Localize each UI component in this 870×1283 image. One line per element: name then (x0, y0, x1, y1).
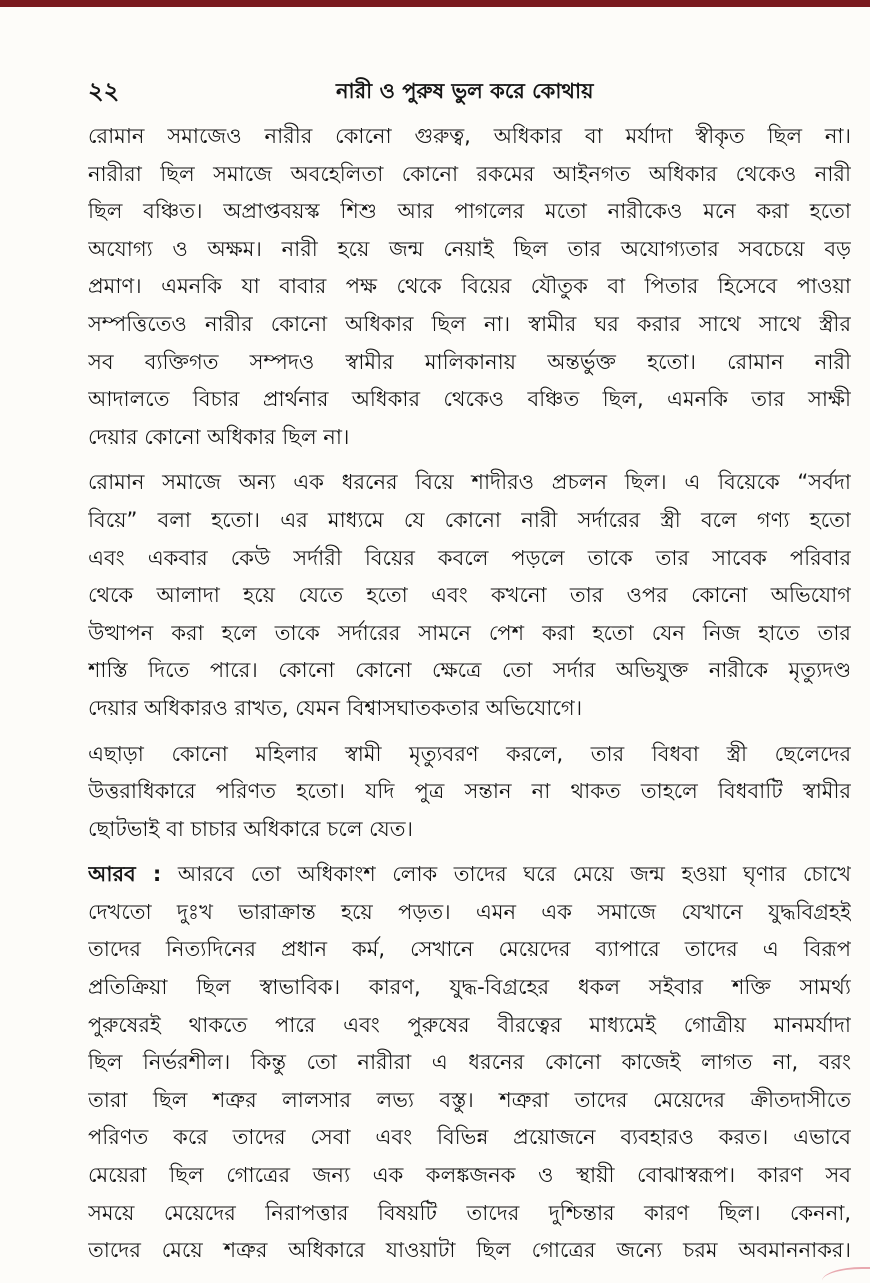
text-line: দেখতো দুঃখ ভারাক্রান্ত হয়ে পড়ত। এমন এক সমাজে যেখানে যুদ্ধবিগ্রহই (88, 899, 851, 924)
text-line: সম্পত্তিতেও নারীর কোনো অধিকার ছিল না। স্বামীর ঘর করার সাথে সাথে স্ত্রীর (88, 311, 851, 336)
text-line: ছোটভাই বা চাচার অধিকারে চলে যেত। (88, 816, 414, 841)
text-line: দেয়ার কোনো অধিকার ছিল না। (88, 424, 350, 449)
text-line: পুরুষেরই থাকতে পারে এবং পুরুষের বীরত্বের মাধ্যমেই গোত্রীয় মানমর্যাদা (88, 1012, 851, 1037)
text-line: থেকে আলাদা হয়ে যেতে হতো এবং কখনো তার ওপর কোনো অভিযোগ (88, 583, 851, 608)
text-line: সময়ে মেয়েদের নিরাপত্তার বিষয়টি তাদের দুশ্চিন্তার কারণ ছিল। কেননা, (88, 1200, 851, 1225)
section-lead-arab: আরব : (88, 862, 162, 887)
text-line: রোমান সমাজেও নারীর কোনো গুরুত্ব, অধিকার বা মর্যাদা স্বীকৃত ছিল না। (88, 124, 851, 148)
top-page-border (0, 0, 870, 7)
text-line: ছিল বঞ্চিত। অপ্রাপ্তবয়স্ক শিশু আর পাগলের মতো নারীকেও মনে করা হতো (88, 199, 851, 224)
text-line-content: আরবে তো অধিকাংশ লোক তাদের ঘরে মেয়ে জন্ম হওয়া ঘৃণার চোখে (161, 862, 851, 887)
text-line: উত্থাপন করা হলে তাকে সর্দারের সামনে পেশ করা হতো যেন নিজ হাতে তার (88, 620, 851, 645)
text-line: ছিল নির্ভরশীল। কিন্তু তো নারীরা এ ধরনের কোনো কাজেই লাগত না, বরং (88, 1050, 851, 1075)
text-line: নারীরা ছিল সমাজে অবহেলিতা কোনো রকমের আইনগত অধিকার থেকেও নারী (88, 161, 851, 186)
text-line: তাদের নিত্যদিনের প্রধান কর্ম, সেখানে মেয়েদের ব্যাপারে তাদের এ বিরূপ (88, 937, 851, 962)
page-number: ২২ (88, 77, 120, 105)
text-line: বিয়ে” বলা হতো। এর মাধ্যমে যে কোনো নারী সর্দারের স্ত্রী বলে গণ্য হতো (88, 507, 851, 532)
page-header (88, 73, 848, 107)
text-line: মেয়েরা ছিল গোত্রের জন্য এক কলঙ্কজনক ও স্থায়ী বোঝাস্বরূপ। কারণ সব (88, 1163, 851, 1188)
text-line: তাদের মেয়ে শত্রুর অধিকারে যাওয়াটা ছিল গোত্রের জন্যে চরম অবমাননাকর। (88, 1238, 851, 1263)
paragraph-arab (88, 856, 851, 1270)
running-title: নারী ও পুরুষ ভুল করে কোথায় (336, 79, 594, 103)
text-line: শাস্তি দিতে পারে। কোনো কোনো ক্ষেত্রে তো সর্দার অভিযুক্ত নারীকে মৃত্যুদণ্ড (88, 658, 851, 683)
text-line (88, 856, 851, 894)
text-line: এবং একবার কেউ সর্দারী বিয়ের কবলে পড়লে তাকে তার সাবেক পরিবার (88, 545, 851, 570)
paragraph-widow (88, 736, 851, 849)
text-line: সব ব্যক্তিগত সম্পদও স্বামীর মালিকানায় অন্তর্ভুক্ত হতো। রোমান নারী (88, 349, 851, 374)
text-line: আদালতে বিচার প্রার্থনার অধিকার থেকেও বঞ্চিত ছিল, এমনকি তার সাক্ষী (88, 387, 851, 412)
text-line: রোমান সমাজে অন্য এক ধরনের বিয়ে শাদীরও প্রচলন ছিল। এ বিয়েকে “সর্বদা (88, 470, 851, 495)
text-line: তারা ছিল শত্রুর লালসার লভ্য বস্তু। শত্রুরা তাদের মেয়েদের ক্রীতদাসীতে (88, 1087, 851, 1112)
text-line: অযোগ্য ও অক্ষম। নারী হয়ে জন্ম নেয়াই ছিল তার অযোগ্যতার সবচেয়ে বড় (88, 236, 851, 261)
paragraph-roman-society (88, 118, 851, 456)
body-text (88, 118, 851, 1278)
text-line: এছাড়া কোনো মহিলার স্বামী মৃত্যুবরণ করলে, তার বিধবা স্ত্রী ছেলেদের (88, 741, 851, 766)
text-line: প্রতিক্রিয়া ছিল স্বাভাবিক। কারণ, যুদ্ধ-বিগ্রহের ধকল সইবার শক্তি সামর্থ্য (88, 975, 851, 1000)
text-line: উত্তরাধিকারে পরিণত হতো। যদি পুত্র সন্তান না থাকত তাহলে বিধবাটি স্বামীর (88, 779, 851, 804)
text-line: প্রমাণ। এমনকি যা বাবার পক্ষ থেকে বিয়ের যৌতুক বা পিতার হিসেবে পাওয়া (88, 274, 851, 299)
text-line: পরিণত করে তাদের সেবা এবং বিভিন্ন প্রয়োজনে ব্যবহারও করত। এভাবে (88, 1125, 851, 1150)
paragraph-roman-marriage (88, 464, 851, 727)
text-line: দেয়ার অধিকারও রাখত, যেমন বিশ্বাসঘাতকতার অভিযোগে। (88, 695, 583, 720)
